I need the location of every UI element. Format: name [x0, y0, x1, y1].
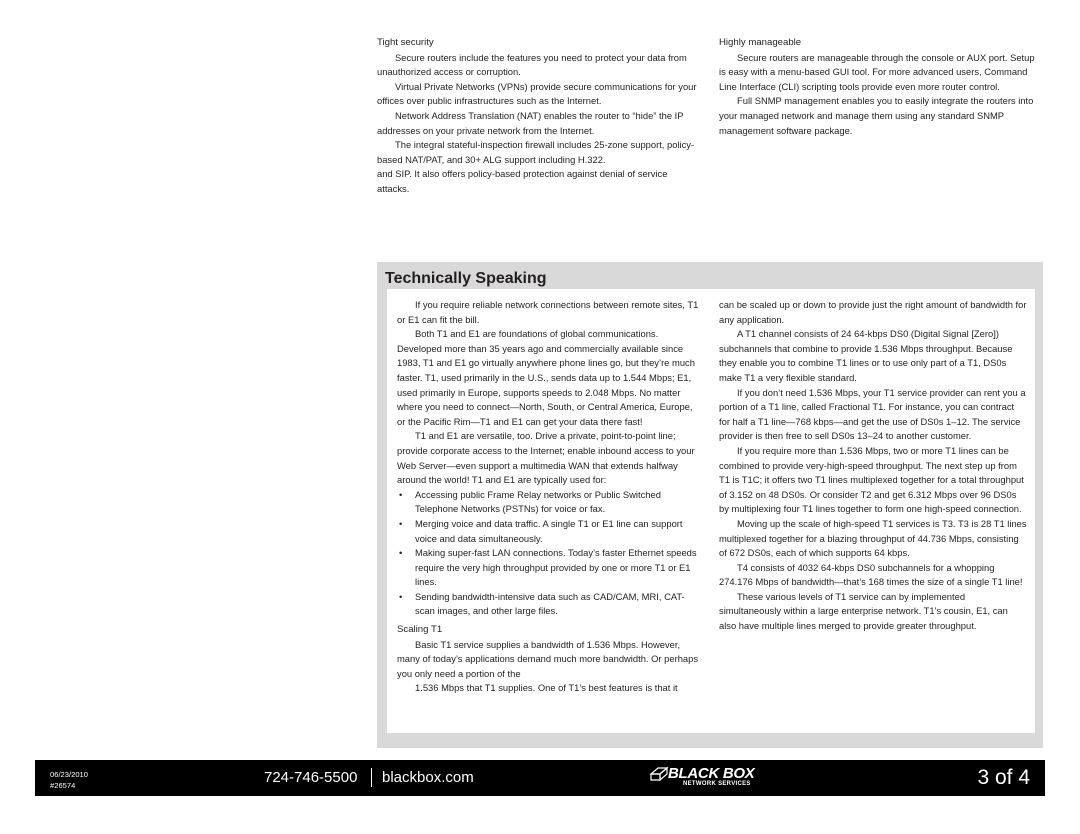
paragraph: and SIP. It also offers policy-based protection against denial of service attacks.	[377, 168, 668, 194]
footer-divider	[371, 768, 372, 787]
highly-manageable-heading: Highly manageable	[719, 37, 802, 48]
technically-speaking-body	[387, 289, 1035, 733]
footer-product-code: #26574	[50, 781, 76, 790]
t1-uses-list	[397, 488, 699, 619]
tight-security-section	[377, 36, 699, 197]
footer-date: 06/23/2010	[50, 770, 89, 779]
scaling-t1-heading: Scaling T1	[397, 624, 443, 636]
technically-speaking-panel	[377, 262, 1043, 748]
black-box-logo-subtext: NETWORK SERVICES	[683, 781, 751, 787]
paragraph: If you require reliable network connections between remote sites, T1 or E1 can fit the bill.	[397, 299, 699, 325]
paragraph: T4 consists of 4032 64-kbps DS0 subchannels for a whopping 274.176 Mbps of bandwidth—that’s 168 times the size of a single T1 line!	[719, 561, 1023, 588]
paragraph: Both T1 and E1 are foundations of global communications. Developed more than 35 years ago and commercially available since 1983, T1 and E1 go virtually anywhere phone lines go, but they’re much faster. T1, used primarily in the U.S., sends data up to 1.544 Mbps; E1, used primarily in Europe, supports speeds to 2.048 Mbps. No matter where you need to connect—North, South, or Central America, Europe, or the Pacific Rim—T1 and E1 can get your data there fast!	[397, 328, 695, 427]
paragraph: These various levels of T1 service can by implemented simultaneously within a large enterprise network. T1’s cousin, E1, can also have multiple lines merged to provide greater throughput.	[719, 590, 1008, 632]
paragraph: If you don’t need 1.536 Mbps, your T1 service provider can rent you a portion of a T1 line, called Fractional T1. For instance, you can contract for half a T1 line—768 kbps—and get the use of DS0s 1–12. The service provider is then free to sell DS0s 13–24 to another customer.	[719, 386, 1026, 442]
paragraph: Moving up the scale of high-speed T1 services is T3. T3 is 28 T1 lines multiplexed together for a blazing throughput of 44.736 Mbps, consisting of 672 DS0s, each of which supports 64 kbps.	[719, 517, 1027, 559]
ts-right-column	[719, 298, 1027, 634]
paragraph: The integral stateful-inspection firewall includes 25-zone support, policy-based NAT/PAT, and 30+ ALG support including H.322.	[377, 139, 695, 165]
paragraph: Full SNMP management enables you to easily integrate the routers into your managed network and manage them using any standard SNMP management software package.	[719, 95, 1034, 136]
ts-left-column	[397, 298, 699, 696]
paragraph: Network Address Translation (NAT) enables the router to “hide” the IP addresses on your private network from the Internet.	[377, 109, 684, 136]
list-item: • Merging voice and data traffic. A single T1 or E1 line can support voice and data simultaneously.	[397, 517, 699, 546]
paragraph: Virtual Private Networks (VPNs) provide secure communications for your offices over public infrastructures such as the Internet.	[377, 80, 697, 107]
list-item: • Making super-fast LAN connections. Today’s faster Ethernet speeds require the very high throughput provided by one or more T1 or E1 lines.	[397, 546, 699, 590]
tight-security-heading: Tight security	[377, 37, 434, 48]
footer-phone[interactable]: 724-746-5500	[264, 769, 358, 786]
footer-website-link[interactable]: blackbox.com	[382, 769, 474, 786]
black-box-logo-text: BLACK BOX	[668, 765, 755, 782]
paragraph: Secure routers are manageable through the console or AUX port. Setup is easy with a menu-based GUI tool. For more advanced users, Command Line Interface (CLI) scripting tools provide even more router control.	[719, 51, 1035, 92]
paragraph: T1 and E1 are versatile, too. Drive a private, point-to-point line; provide corporate access to the Internet; enable inbound access to your Web Server—even support a multimedia WAN that extends halfway around the world! T1 and E1 are typically used for:	[397, 430, 695, 486]
paragraph: 1.536 Mbps that T1 supplies. One of T1’s best features is that it	[415, 682, 678, 694]
paragraph: A T1 channel consists of 24 64-kbps DS0 (Digital Signal [Zero]) subchannels that combine to provide 1.536 Mbps throughput. Because they enable you to combine T1 lines or to use only part of a T1, DS0s make T1 a very flexible standard.	[719, 328, 1013, 383]
paragraph: Secure routers include the features you need to protect your data from unauthorized access or corruption.	[377, 51, 687, 78]
list-item: • Accessing public Frame Relay networks or Public Switched Telephone Networks (PSTNs) for voice or fax.	[397, 488, 699, 517]
paragraph: Basic T1 service supplies a bandwidth of 1.536 Mbps. However, many of today’s applications demand much more bandwidth. Or perhaps you only need a portion of the	[397, 638, 699, 679]
technically-speaking-title: Technically Speaking	[385, 270, 547, 287]
footer-bar	[35, 760, 1045, 796]
black-box-logo	[649, 766, 755, 792]
paragraph: If you require more than 1.536 Mbps, two or more T1 lines can be combined to provide very-high-speed throughput. The next step up from T1 is T1C; it offers two T1 lines multiplexed together for a total throughput of 3.152 on 48 DS0s. Or consider T2 and get 6.312 Mbps over 96 DS0s by multiplexing four T1 lines together to form one high-speed connection.	[719, 444, 1024, 515]
list-item: • Sending bandwidth-intensive data such as CAD/CAM, MRI, CAT-scan images, and other large files.	[397, 590, 699, 619]
page-number: 3 of 4	[977, 766, 1030, 789]
paragraph: can be scaled up or down to provide just the right amount of bandwidth for any application.	[719, 299, 1027, 325]
highly-manageable-section	[719, 36, 1043, 138]
black-box-logo-icon	[649, 767, 669, 781]
